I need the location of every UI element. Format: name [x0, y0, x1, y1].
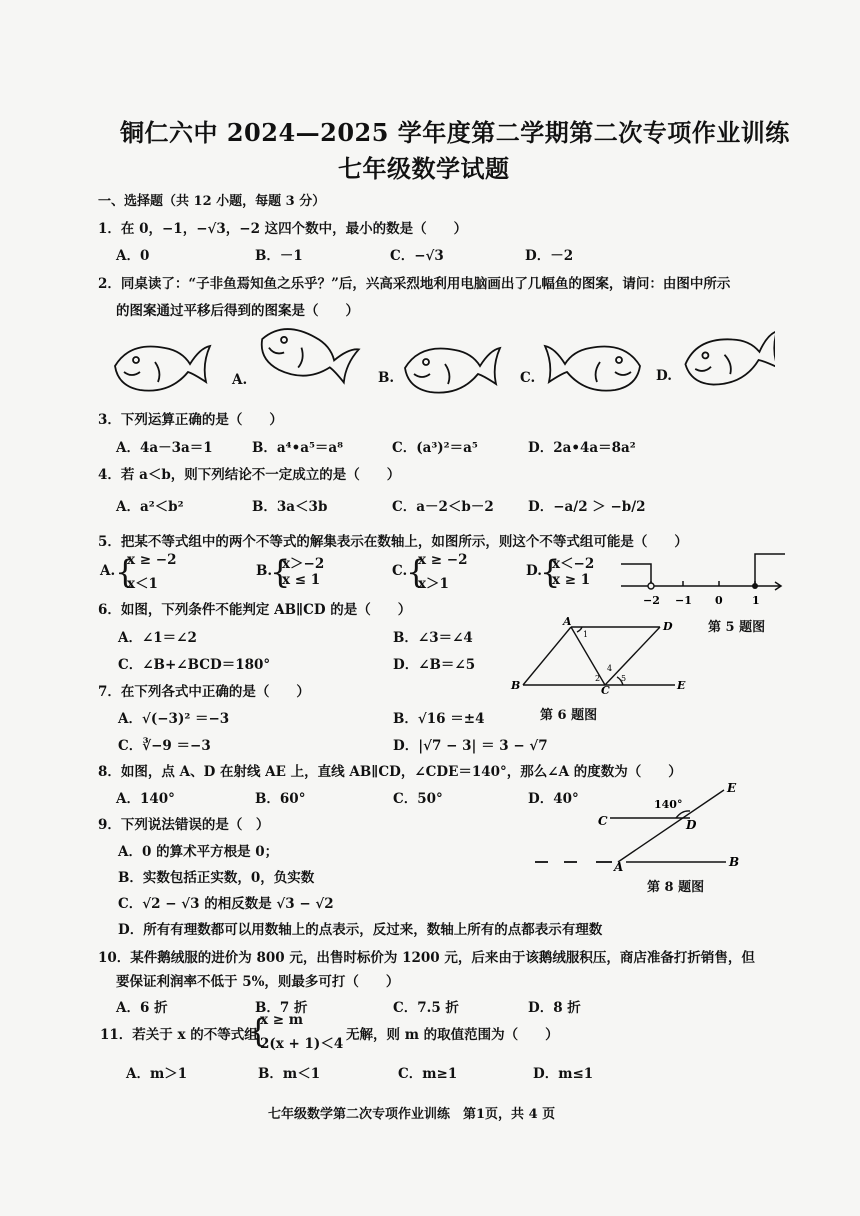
q1-option-c: C．−√3: [390, 248, 444, 264]
q5-b-brace: {: [270, 553, 291, 591]
angle-1-label: 1: [583, 630, 589, 639]
question-9-stem: 9．下列说法错误的是（ ）: [98, 817, 270, 833]
point-D-label: D: [686, 818, 697, 832]
q5-d-line1: x＜−2: [552, 556, 595, 572]
q5-a-line2: x＜1: [127, 576, 158, 592]
ray-x-less-neg2: [621, 564, 651, 586]
point-C-label: C: [598, 814, 608, 828]
q3-option-d: D．2a•4a＝8a²: [528, 440, 636, 456]
q8-option-a: A．140°: [116, 791, 175, 807]
q5-a-brace: {: [115, 553, 136, 591]
q5-b-line2: x ≤ 1: [282, 572, 321, 588]
q8-option-b: B．60°: [255, 791, 306, 807]
q8-option-c: C．50°: [393, 791, 443, 807]
q6-option-a: A．∠1＝∠2: [118, 630, 197, 646]
q2-label-a: A.: [232, 372, 248, 388]
solid-point-1: [752, 583, 758, 589]
question-11-stem-tail: 无解，则 m 的取值范围为（ ）: [346, 1027, 559, 1043]
q5-c-line2: x＞1: [418, 576, 449, 592]
q9-option-d: D．所有有理数都可以用数轴上的点表示，反过来，数轴上所有的点都表示有理数: [118, 922, 603, 938]
q2-label-c: C.: [520, 370, 536, 386]
q11-option-a: A．m＞1: [126, 1066, 188, 1082]
q1-option-d: D．－2: [525, 248, 574, 264]
angle-4-label: 4: [607, 664, 613, 673]
q4-option-d: D．−a/2 ＞ −b/2: [528, 499, 646, 515]
fish-option-b: [405, 348, 500, 393]
fish-option-c: [545, 346, 640, 391]
q5-c-line1: x ≥ −2: [418, 552, 468, 568]
tick-label: −2: [643, 594, 660, 607]
q4-option-c: C．a－2＜b－2: [392, 499, 494, 515]
q6-option-c: C．∠B+∠BCD＝180°: [118, 657, 271, 673]
q11-option-d: D．m≤1: [533, 1066, 594, 1082]
fish-option-d: [683, 331, 775, 388]
point-A-label: A: [563, 615, 572, 628]
question-7-stem: 7．在下列各式中正确的是（ ）: [98, 684, 310, 700]
point-E-label: E: [727, 781, 737, 795]
q5-d-line2: x ≥ 1: [552, 572, 591, 588]
q10-option-a: A．6 折: [116, 1000, 168, 1016]
number-line-figure: [615, 548, 790, 610]
q10-option-d: D．8 折: [528, 1000, 581, 1016]
segment-CD: [605, 627, 660, 685]
tick-label: −1: [675, 594, 692, 607]
question-10-stem: 10．某件鹅绒服的进价为 800 元，出售时标价为 1200 元，后来由于该鹅绒服积压，商店准备打折销售，但: [98, 950, 755, 966]
figure-8-caption: 第 8 题图: [647, 880, 705, 895]
q5-d-brace: {: [540, 553, 561, 591]
q5-option-b: B.: [256, 563, 273, 579]
q1-option-b: B．－1: [255, 248, 303, 264]
q10-option-b: B．7 折: [255, 1000, 308, 1016]
q7-option-d: D．|√7 − 3| ＝ 3 − √7: [393, 738, 548, 754]
angle-140-label: 140°: [654, 798, 683, 811]
q6-option-b: B．∠3＝∠4: [393, 630, 473, 646]
q1-option-a: A．0: [116, 248, 150, 264]
question-10-stem-line2: 要保证利润率不低于 5%，则最多可打（ ）: [116, 974, 400, 990]
figure-6: [505, 615, 695, 695]
exam-title: 铜仁六中 2024—2025 学年度第二学期第二次专项作业训练: [120, 118, 790, 147]
q4-option-b: B．3a＜3b: [252, 499, 328, 515]
point-B-label: B: [511, 679, 521, 692]
q7-option-a: A．√(−3)² ＝−3: [118, 711, 230, 727]
q5-c-brace: {: [406, 553, 427, 591]
angle-2-label: 2: [595, 674, 601, 683]
q9-option-b: B．实数包括正实数，0，负实数: [118, 870, 315, 886]
q7-option-c: C．∛−9 ＝−3: [118, 738, 211, 754]
figure-5-caption: 第 5 题图: [708, 620, 766, 635]
question-6-stem: 6．如图，下列条件不能判定 AB∥CD 的是（ ）: [98, 602, 412, 618]
question-2-stem: 2．同桌读了：“子非鱼焉知鱼之乐乎？”后，兴高采烈地利用电脑画出了几幅鱼的图案，请问：由图中所示: [98, 276, 731, 292]
q5-option-d: D.: [526, 563, 542, 579]
q2-label-d: D.: [656, 368, 672, 384]
q3-option-c: C．(a³)²＝a⁵: [392, 440, 478, 456]
q5-a-line1: x ≥ −2: [127, 552, 177, 568]
segment-AB: [523, 627, 571, 685]
question-1-stem: 1．在 0，−1，−√3，−2 这四个数中，最小的数是（ ）: [98, 221, 468, 237]
point-D-label: D: [663, 620, 673, 633]
q11-option-c: C．m≥1: [398, 1066, 458, 1082]
q5-b-line1: x＞−2: [282, 556, 325, 572]
question-11-stem: 11．若关于 x 的不等式组: [100, 1027, 258, 1043]
question-5-stem: 5．把某不等式组中的两个不等式的解集表示在数轴上，如图所示，则这个不等式组可能是（ ）: [98, 534, 688, 550]
figure-8: [530, 778, 745, 873]
point-B-label: B: [729, 855, 740, 869]
q10-option-c: C．7.5 折: [393, 1000, 459, 1016]
q11-option-b: B．m＜1: [258, 1066, 321, 1082]
q11-brace: {: [248, 1012, 269, 1050]
angle-5-label: 5: [621, 674, 627, 683]
figure-6-caption: 第 6 题图: [540, 708, 598, 723]
q5-option-a: A.: [100, 563, 116, 579]
question-8-stem: 8．如图，点 A、D 在射线 AE 上，直线 AB∥CD，∠CDE＝140°，那么∠A 的度数为（ ）: [98, 764, 682, 780]
point-C-label: C: [601, 684, 610, 695]
q5-option-c: C.: [392, 563, 408, 579]
tick-label: 1: [752, 594, 760, 607]
q11-system-line1: x ≥ m: [260, 1012, 304, 1028]
q11-system-line2: 2(x + 1)＜4: [260, 1036, 344, 1052]
q2-label-b: B.: [378, 370, 395, 386]
tick-label: 0: [715, 594, 723, 607]
section-heading: 一、选择题（共 12 小题，每题 3 分）: [98, 194, 326, 209]
q3-option-a: A．4a－3a＝1: [116, 440, 213, 456]
q9-option-c: C．√2 − √3 的相反数是 √3 − √2: [118, 896, 334, 912]
q6-option-d: D．∠B＝∠5: [393, 657, 476, 673]
page-footer: 七年级数学第二次专项作业训练 第1页，共 4 页: [268, 1107, 556, 1122]
point-E-label: E: [677, 679, 686, 692]
fish-figures: [95, 318, 775, 398]
question-2-stem-line2: 的图案通过平移后得到的图案是（ ）: [116, 303, 359, 319]
question-3-stem: 3．下列运算正确的是（ ）: [98, 412, 283, 428]
q3-option-b: B．a⁴•a⁵＝a⁸: [252, 440, 344, 456]
ray-x-geq-1: [755, 554, 785, 586]
q7-option-b: B．√16 ＝±4: [393, 711, 485, 727]
q4-option-a: A．a²＜b²: [116, 499, 184, 515]
point-A-label: A: [614, 860, 624, 873]
fish-option-a: [255, 320, 359, 392]
open-point-neg2: [648, 583, 654, 589]
q8-option-d: D．40°: [528, 791, 579, 807]
exam-subtitle: 七年级数学试题: [338, 154, 510, 183]
question-4-stem: 4．若 a＜b，则下列结论不一定成立的是（ ）: [98, 467, 401, 483]
fish-original: [115, 346, 210, 391]
q9-option-a: A．0 的算术平方根是 0；: [118, 844, 279, 860]
